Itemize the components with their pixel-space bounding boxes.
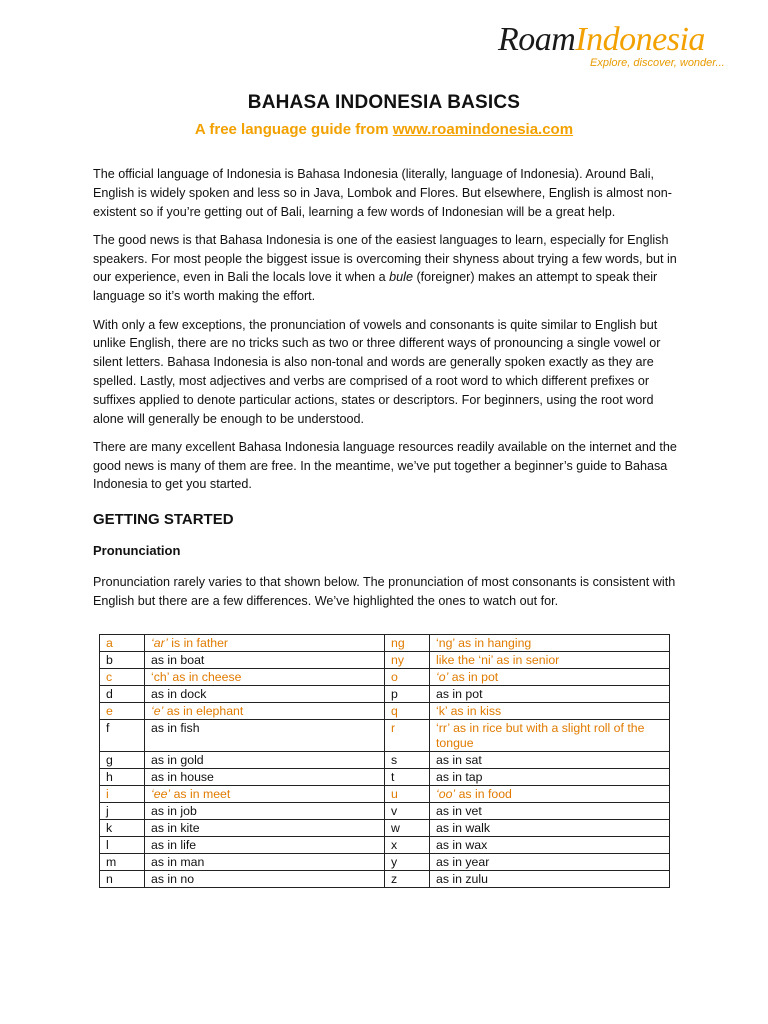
page-subtitle [0, 121, 768, 138]
document-body [93, 165, 683, 620]
table-row [100, 635, 670, 652]
pronunciation-cell: as in life [145, 837, 385, 854]
pronunciation-intro-paragraph: Pronunciation rarely varies to that shown below. The pronunciation of most consonants is consistent with English but there are a few differences. We’ve highlighted the ones to watch out for. [93, 575, 676, 609]
letter-cell: r [385, 720, 430, 752]
letter-cell: ny [385, 652, 430, 669]
page-title: BAHASA INDONESIA BASICS [247, 92, 521, 113]
letter-cell: f [100, 720, 145, 752]
table-row [100, 703, 670, 720]
pronunciation-cell [430, 786, 670, 803]
table-row [100, 871, 670, 888]
pronunciation-cell: as in house [145, 769, 385, 786]
pronunciation-cell: like the ‘ni’ as in senior [430, 652, 670, 669]
logo-roam: Roam [498, 21, 576, 58]
quoted-sound: ‘e’ [151, 704, 164, 718]
letter-cell: h [100, 769, 145, 786]
letter-cell: o [385, 669, 430, 686]
pronunciation-cell: as in man [145, 854, 385, 871]
letter-cell: q [385, 703, 430, 720]
letter-cell: n [100, 871, 145, 888]
letter-cell: a [100, 635, 145, 652]
quoted-sound: ‘oo’ [436, 787, 456, 801]
roam-indonesia-logo [498, 21, 725, 69]
pronunciation-cell: as in walk [430, 820, 670, 837]
pronunciation-cell: ‘k’ as in kiss [430, 703, 670, 720]
table-row [100, 669, 670, 686]
quoted-sound: ‘o’ [436, 670, 449, 684]
letter-cell: m [100, 854, 145, 871]
pronunciation-cell: as in year [430, 854, 670, 871]
letter-cell: d [100, 686, 145, 703]
letter-cell: g [100, 752, 145, 769]
good-news-paragraph [93, 231, 683, 306]
table-row [100, 820, 670, 837]
pronunciation-cell: as in pot [430, 686, 670, 703]
p2-after: (foreigner) makes an attempt to speak their language so it’s worth making the effort. [93, 270, 658, 304]
pronunciation-cell: as in job [145, 803, 385, 820]
pronunciation-cell: as in dock [145, 686, 385, 703]
quoted-sound: ‘ar’ [151, 636, 168, 650]
pronunciation-text: as in meet [170, 787, 231, 801]
letter-cell: v [385, 803, 430, 820]
table-row [100, 854, 670, 871]
pronunciation-cell: ‘ng’ as in hanging [430, 635, 670, 652]
pronunciation-cell: as in no [145, 871, 385, 888]
pronunciation-cell: as in wax [430, 837, 670, 854]
letter-cell: t [385, 769, 430, 786]
table-row [100, 769, 670, 786]
pronunciation-cell [145, 635, 385, 652]
letter-cell: e [100, 703, 145, 720]
letter-cell: y [385, 854, 430, 871]
letter-cell: p [385, 686, 430, 703]
p2-italic-bule: bule [389, 270, 413, 285]
letter-cell: ng [385, 635, 430, 652]
letter-cell: s [385, 752, 430, 769]
letter-cell: c [100, 669, 145, 686]
pronunciation-cell: as in tap [430, 769, 670, 786]
pronunciation-cell: as in fish [145, 720, 385, 752]
pronunciation-text: as in pot [448, 670, 499, 684]
resources-paragraph: There are many excellent Bahasa Indonesia language resources readily available on the internet and the good news is many of them are free. In the meantime, we’ve put together a beginner’s guide to Bahasa Indonesia to get you started. [93, 439, 677, 492]
letter-cell: k [100, 820, 145, 837]
table-row [100, 786, 670, 803]
p2-before: The good news is that Bahasa Indonesia is one of the easiest languages to learn, especially for English speakers. For most people the biggest issue is overcoming their shyness about trying a few words, but in our experience, even in Bali the locals love it when a [93, 232, 677, 285]
pronunciation-overview-paragraph: With only a few exceptions, the pronunciation of vowels and consonants is quite similar to English but unlike English, there are no tricks such as two or three different ways of pronouncing a single vowel or silent letters. Bahasa Indonesia is also non-tonal and words are generally spoken exactly as they are spelled. Lastly, most adjectives and verbs are comprised of a root word to which different prefixes or suffixes applied to denote particular actions, states or descriptors. For beginners, using the root word alone will generally be enough to be understood. [93, 317, 661, 426]
pronunciation-text: as in food [455, 787, 512, 801]
table-row [100, 652, 670, 669]
pronunciation-cell: as in boat [145, 652, 385, 669]
logo-tagline: Explore, discover, wonder... [590, 57, 725, 69]
pronunciation-cell: as in kite [145, 820, 385, 837]
pronunciation-table [99, 634, 670, 888]
subtitle-prefix: A free language guide from [194, 121, 393, 138]
letter-cell: z [385, 871, 430, 888]
pronunciation-cell: ‘ch’ as in cheese [145, 669, 385, 686]
quoted-sound: ‘ee’ [151, 787, 171, 801]
table-row [100, 752, 670, 769]
pronunciation-cell [145, 703, 385, 720]
letter-cell: j [100, 803, 145, 820]
pronunciation-cell [145, 786, 385, 803]
letter-cell: u [385, 786, 430, 803]
heading-getting-started: GETTING STARTED [93, 511, 234, 529]
table-row [100, 837, 670, 854]
pronunciation-text: as in elephant [163, 704, 244, 718]
pronunciation-cell [430, 669, 670, 686]
pronunciation-text: is in father [167, 636, 229, 650]
logo-indonesia: Indonesia [575, 21, 705, 58]
pronunciation-cell: as in gold [145, 752, 385, 769]
letter-cell: b [100, 652, 145, 669]
table-row [100, 720, 670, 752]
letter-cell: l [100, 837, 145, 854]
logo-wordmark [498, 22, 718, 58]
pronunciation-cell: as in vet [430, 803, 670, 820]
letter-cell: x [385, 837, 430, 854]
table-row [100, 686, 670, 703]
pronunciation-cell: as in sat [430, 752, 670, 769]
pronunciation-cell: as in zulu [430, 871, 670, 888]
pronunciation-cell: ‘rr’ as in rice but with a slight roll of the tongue [430, 720, 670, 752]
table-row [100, 803, 670, 820]
heading-pronunciation: Pronunciation [93, 543, 181, 559]
intro-paragraph: The official language of Indonesia is Bahasa Indonesia (literally, language of Indonesia). Around Bali, English is widely spoken and less so in Java, Lombok and Flores. But elsewhere, English is almost non-existent so if you’re getting out of Bali, learning a few words of Indonesian will be a great help. [93, 167, 672, 219]
roamindonesia-link[interactable]: www.roamindonesia.com [392, 121, 574, 138]
letter-cell: w [385, 820, 430, 837]
letter-cell: i [100, 786, 145, 803]
